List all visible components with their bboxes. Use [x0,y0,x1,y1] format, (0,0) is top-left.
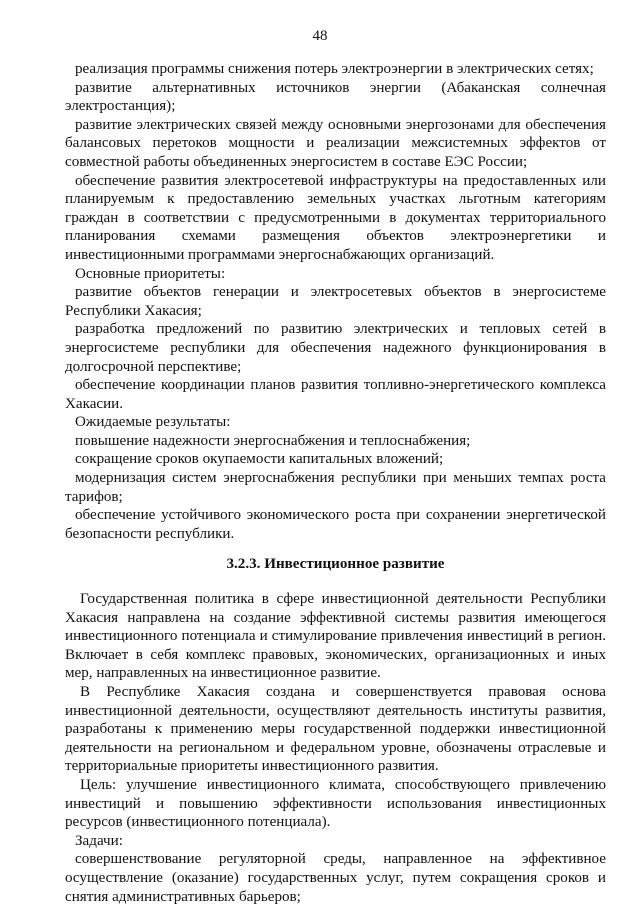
list-item: реализация программы снижения потерь электроэнергии в электрических сетях; [75,61,594,77]
list-item: развитие альтернативных источников энергии (Абаканская солнечная электростанция); [65,79,606,115]
paragraph: Цель: улучшение инвестиционного климата, способствующего привлечению инвестиций и повышению эффективности использования инвестиционных ресурсов (инвестиционного потенциала). [65,776,606,831]
list-item: сокращение сроков окупаемости капитальных вложений; [75,451,444,468]
list-item: модернизация систем энергоснабжения республики при меньших темпах роста тарифов; [65,470,606,505]
page-number: 48 [312,28,328,44]
paragraph: Государственная политика в сфере инвестиционной деятельности Республики Хакасия направлена на создание эффективной системы развития имеющегося инвестиционного потенциала и стимулирование привлечения инвестиций в регион. Включает в себя комплекс правовых, экономических, организационных и иных мер, направленных на инвестиционное развитие. [65,591,606,682]
list-item: совершенствование регуляторной среды, направленное на эффективное осуществление (оказание) государственных услуг, путем сокращения сроков и снятия административных барьеров; [65,851,606,905]
list-item: развитие объектов генерации и электросетевых объектов в энергосистеме Республики Хакасия; [65,284,606,319]
results-label: Ожидаемые результаты: [75,414,231,431]
list-item: разработка предложений по развитию электрических и тепловых сетей в энергосистеме республики для обеспечения надежного функционирования в долгосрочной перспективе; [65,321,606,375]
paragraph: В Республике Хакасия создана и совершенствуется правовая основа инвестиционной деятельности, осуществляют деятельность институты развития, разработаны к применению меры государственной поддержки инвестиционной деятельности на региональном и федеральном уровне, обозначены отраслевые и территориальные приоритеты инвестиционного развития. [65,684,606,775]
list-item: обеспечение координации планов развития топливно-энергетического комплекса Хакасии. [65,377,606,412]
list-item: обеспечение устойчивого экономического роста при сохранении энергетической безопасности республики. [65,507,606,542]
section-heading: 3.2.3. Инвестиционное развитие [226,556,445,573]
document-body [65,60,606,906]
list-item: повышение надежности энергоснабжения и теплоснабжения; [75,432,471,449]
list-item: развитие электрических связей между основными энергозонами для обеспечения балансовых перетоков мощности и реализации межсистемных эффектов от совместной работы объединенных энергосистем в составе ЕЭС России; [65,116,606,170]
list-item: обеспечение развития электросетевой инфраструктуры на предоставленных или планируемым к предоставлению земельных участках льготным категориям граждан в соответствии с предусмотренными в документах территориального планирования схемами размещения объектов электроэнергетики и инвестиционными программами энергоснабжающих организаций. [65,172,606,263]
priorities-label: Основные приоритеты: [75,265,226,282]
tasks-label: Задачи: [75,832,123,849]
